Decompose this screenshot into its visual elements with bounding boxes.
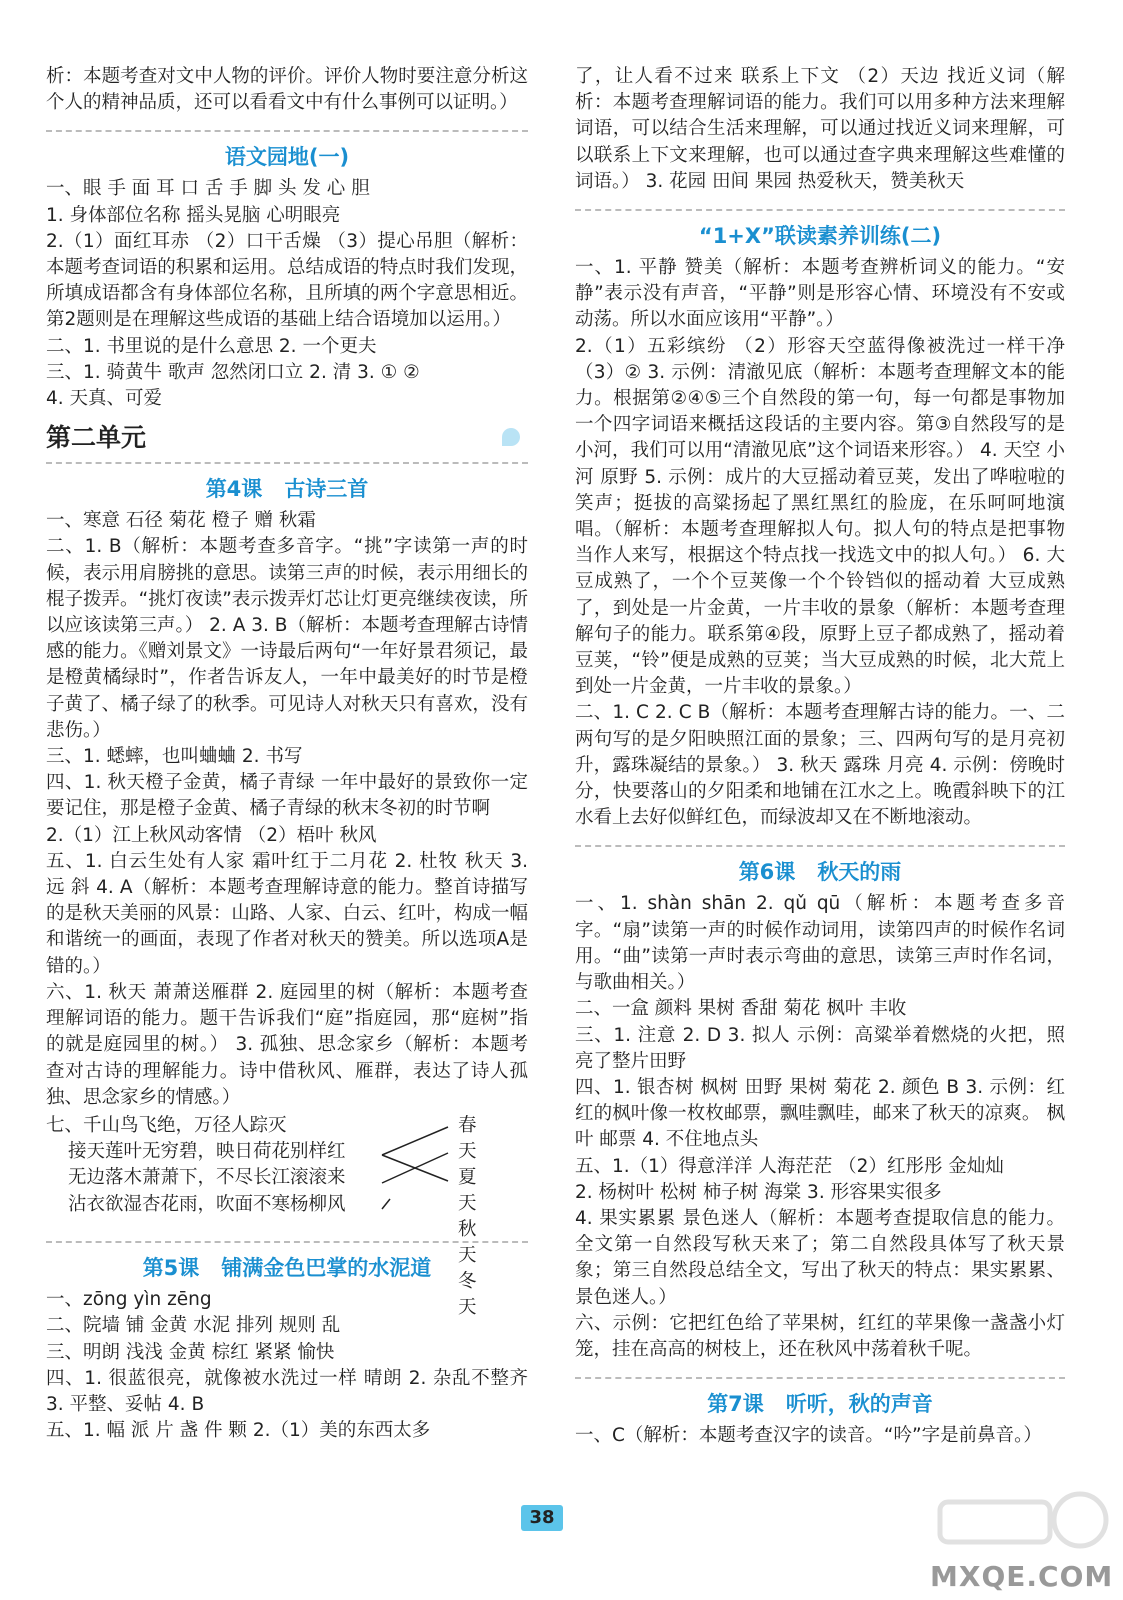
section-heading — [575, 1389, 1065, 1419]
section-divider — [46, 130, 528, 132]
section-title: 古诗三首 — [284, 477, 369, 502]
answer-paragraph: 四、1. 秋天橙子金黄，橘子青绿 一年中最好的景致你一定要记住，那是橙子金黄、橘子青绿的秋末冬初的时节啊 — [46, 772, 528, 820]
lesson-number: 第4课 — [205, 477, 263, 502]
season-option: 春天 — [458, 1114, 477, 1162]
unit-divider — [46, 462, 528, 464]
answer-paragraph: 四、1. 很蓝很亮，就像被水洗过一样 晴朗 2. 杂乱不整齐 3. 平整、妥帖 4. B — [46, 1367, 528, 1415]
watermark-text: MXQE.COM — [930, 1560, 1114, 1593]
answer-paragraph: 五、1. 幅 派 片 盏 件 颗 2.（1）美的东西太多 — [46, 1420, 431, 1442]
answer-paragraph: 一、寒意 石径 菊花 橙子 赠 秋霜 — [46, 510, 316, 532]
answer-paragraph: 五、1.（1）得意洋洋 人海茫茫 （2）红彤彤 金灿灿 — [575, 1155, 1004, 1177]
poem-lines — [46, 1113, 376, 1227]
section-heading — [46, 1253, 528, 1283]
lesson-number: 第6课 — [738, 860, 796, 885]
left-column — [46, 64, 528, 1444]
answer-paragraph: 一、C（解析：本题考查汉字的读音。“吟”字是前鼻音。） — [575, 1425, 1042, 1447]
answer-paragraph: 析：本题考查对文中人物的评价。评价人物时要注意分析这个人的精神品质，还可以看看文中有什么事例可以证明。） — [46, 66, 528, 114]
section-title: “1+X”联读素养训练(二) — [698, 224, 942, 249]
answer-paragraph: 一、1. 平静 赞美（解析：本题考查辨析词义的能力。“安静”表示没有声音，“平静”则是形容心情、环境没有不安或动荡。所以水面应该用“平静”。） — [575, 257, 1065, 331]
answer-paragraph: 二、一盒 颜料 果树 香甜 菊花 枫叶 丰收 — [575, 998, 907, 1020]
answer-paragraph: 2.（1）五彩缤纷 （2）形容天空蓝得像被洗过一样干净 （3）② 3. 示例：清澈见底（解析：本题考查理解文本的能力。根据第②④⑤三个自然段的第一句，每一句都是事物加一个四字词语来概括这段话的主要内容。第③自然段写的是小河，我们可以用“清澈见底”这个词语来形容。） 4. 天空 小河 原野 5. 示例：成片的大豆摇动着豆荚，发出了哗啦啦的笑声；挺拔的高粱扬起了黑红黑红的脸庞，在乐呵呵地演唱。（解析：本题考查理解拟人句。拟人句的特点是把事物当作人来写，根据这个特点找一找选文中的拟人句。） 6. 大豆成熟了，一个个豆荚像一个个铃铛似的摇动着 大豆成熟了，到处是一片金黄，一片丰收的景象（解析：本题考查理解句子的能力。联系第④段，原野上豆子都成熟了，摇动着豆荚，“铃”便是成熟的豆荚；当大豆成熟的时候，北大荒上到处一片金黄，一片丰收的景象。） — [575, 335, 1065, 698]
matching-lines-svg — [376, 1113, 456, 1219]
poem-line — [46, 1113, 376, 1139]
answer-paragraph: 六、示例：它把红色给了苹果树，红红的苹果像一盏盏小灯笼，挂在高高的树枝上，还在秋风中荡着秋千呢。 — [575, 1312, 1065, 1360]
answer-paragraph: 1. 身体部位名称 摇头晃脑 心明眼亮 — [46, 204, 341, 226]
poem-line-text: 千山鸟飞绝，万径人踪灭 — [83, 1114, 287, 1136]
section-title: 秋天的雨 — [817, 860, 902, 885]
section-heading — [575, 221, 1065, 251]
match-line — [382, 1127, 448, 1155]
right-column — [575, 64, 1065, 1449]
page-number: 38 — [521, 1505, 563, 1531]
poem-line — [46, 1165, 376, 1191]
answer-paragraph: 一、1. shàn shān 2. qǔ qū（解析：本题考查多音字。“扇”读第一声的时候作动词用，读第四声的时候作名词用。“曲”读第一声时表示弯曲的意思，读第三声时作名词，与歌曲相关。） — [575, 893, 1065, 994]
answer-paragraph: 2.（1）江上秋风动客情 （2）梧叶 秋风 — [46, 824, 377, 846]
section-title: 听听，秋的声音 — [785, 1392, 933, 1417]
section-divider — [575, 209, 1065, 211]
season-options — [458, 1113, 477, 1321]
match-line — [382, 1199, 390, 1209]
answer-paragraph: 一、zōng yìn zēng — [46, 1289, 212, 1311]
answer-paragraph: 六、1. 秋天 萧萧送雁群 2. 庭园里的树（解析：本题考查理解词语的能力。题干告诉我们“庭”指庭园，那“庭树”指的就是庭园里的树。） 3. 孤独、思念家乡（解析：本题考查对古诗的理解能力。诗中借秋风、雁群，表达了诗人孤独、思念家乡的情感。） — [46, 981, 528, 1108]
answer-paragraph: 五、1. 白云生处有人家 霜叶红于二月花 2. 杜牧 秋天 3. 远 斜 4. A（解析：本题考查理解诗意的能力。整首诗描写的是秋天美丽的风景：山路、人家、白云、红叶，构成一幅和谐统一的画面，表现了作者对秋天的赞美。所以选项A是错的。） — [46, 850, 528, 977]
matching-lines — [376, 1113, 477, 1318]
section-divider — [46, 1241, 528, 1243]
answer-paragraph: 一、眼 手 面 耳 口 舌 手 脚 头 发 心 胆 — [46, 178, 370, 200]
answer-paragraph: 4. 果实累累 景色迷人（解析：本题考查提取信息的能力。全文第一自然段写秋天来了；第二自然段具体写了秋天景象；第三自然段总结全文，写出了秋天的特点：果实累累、景色迷人。） — [575, 1207, 1065, 1308]
answer-paragraph: 4. 天真、可爱 — [46, 388, 163, 410]
answer-paragraph: 二、1. 书里说的是什么意思 2. 一个更夫 — [46, 335, 377, 357]
lesson-number: 第7课 — [707, 1392, 764, 1417]
answer-paragraph: 二、1. B（解析：本题考查多音字。“挑”字读第一声的时候，表示用肩膀挑的意思。读第三声的时候，表示用细长的棍子拨弄。“挑灯夜读”表示拨弄灯芯让灯更亮继续夜读，所以应该读第三声。） 2. A 3. B（解析：本题考查理解古诗情感的能力。《赠刘景文》一诗最后两句“一年好景君须记，最是橙黄橘绿时”，作者告诉友人，一年中最美好的时节是橙子黄了、橘子绿了的秋季。可见诗人对秋天只有喜欢，没有悲伤。） — [46, 536, 528, 741]
unit-title-text: 第二单元 — [46, 423, 147, 453]
section-divider — [575, 845, 1065, 847]
poem-line — [46, 1139, 376, 1165]
poem-line-text: 沾衣欲湿杏花雨，吹面不寒杨柳风 — [68, 1193, 346, 1215]
section-heading — [46, 142, 528, 172]
poem-line-text: 无边落木萧萧下，不尽长江滚滚来 — [68, 1167, 346, 1189]
question-number: 七、 — [46, 1114, 84, 1136]
answer-paragraph: 了，让人看不过来 联系上下文 （2）天边 找近义词（解析：本题考查理解词语的能力。我们可以用多种方法来理解词语，可以结合生活来理解，可以通过找近义词来理解，可以联系上下文来理解，也可以通过查字典来理解这些难懂的词语。） 3. 花园 田间 果园 热爱秋天，赞美秋天 — [575, 66, 1065, 192]
answer-paragraph: 二、院墙 铺 金黄 水泥 排列 规则 乱 — [46, 1315, 341, 1337]
season-option: 秋天 — [458, 1218, 477, 1266]
section-heading — [575, 857, 1065, 887]
section-title: 铺满金色巴掌的水泥道 — [221, 1256, 432, 1281]
section-divider — [575, 1377, 1065, 1379]
answer-paragraph: 三、1. 注意 2. D 3. 拟人 示例：高粱举着燃烧的火把，照亮了整片田野 — [575, 1024, 1065, 1072]
season-option: 夏天 — [458, 1166, 477, 1214]
answer-paragraph: 2.（1）面红耳赤 （2）口干舌燥 （3）提心吊胆（解析：本题考查词语的积累和运用。总结成语的特点时我们发现，所填成语都含有身体部位名称，且所填的两个字意思相近。第2题则是在理解这些成语的基础上结合语境加以运用。） — [46, 230, 528, 331]
answer-paragraph: 二、1. C 2. C B（解析：本题考查理解古诗的能力。一、二两句写的是夕阳映照江面的景象；三、四两句写的是月亮初升，露珠凝结的景象。） 3. 秋天 露珠 月亮 4. 示例：傍晚时分，快要落山的夕阳柔和地铺在江水之上。晚霞斜映下的江水看上去好似鲜红色，而绿波却又在不断地滚动。 — [575, 702, 1065, 829]
unit-title — [46, 418, 528, 458]
match-line — [382, 1153, 448, 1183]
answer-paragraph: 三、1. 骑黄牛 歌声 忽然闭口立 2. 清 3. ① ② — [46, 361, 420, 383]
answer-paragraph: 三、1. 蟋蟀，也叫蛐蛐 2. 书写 — [46, 746, 303, 768]
poem-line-text: 接天莲叶无穷碧，映日荷花别样红 — [68, 1141, 346, 1163]
answer-paragraph: 四、1. 银杏树 枫树 田野 果树 菊花 2. 颜色 B 3. 示例：红红的枫叶像一枚枚邮票，飘哇飘哇，邮来了秋天的凉爽。 枫叶 邮票 4. 不住地点头 — [575, 1076, 1065, 1151]
section-heading — [46, 474, 528, 504]
section-title: 语文园地(一) — [224, 145, 350, 170]
lesson-number: 第5课 — [142, 1256, 200, 1281]
leaf-icon — [502, 428, 520, 446]
answer-paragraph: 2. 杨树叶 松树 柿子树 海棠 3. 形容果实很多 — [575, 1181, 942, 1203]
answer-paragraph: 三、明朗 浅浅 金黄 棕红 紧紧 愉快 — [46, 1341, 335, 1363]
poem-line — [46, 1192, 376, 1218]
season-option: 冬天 — [458, 1270, 477, 1318]
